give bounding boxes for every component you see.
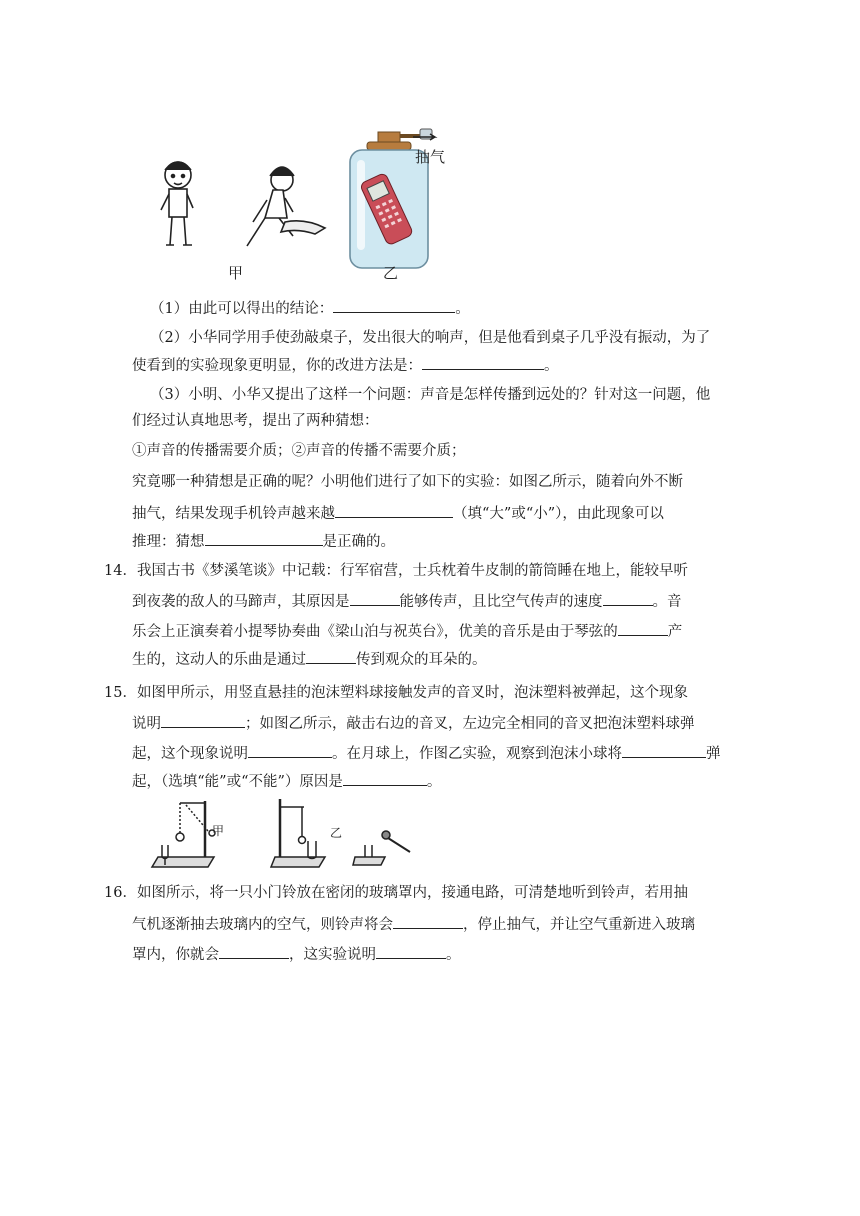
answer-blank[interactable]: [306, 648, 356, 664]
answer-blank[interactable]: [219, 943, 289, 959]
answer-blank[interactable]: [161, 712, 245, 728]
q14-text: 乐会上正演奏着小提琴协奏曲《梁山泊与祝英台》，优美的音乐是由于琴弦的: [132, 624, 618, 640]
q16-line2: [132, 913, 722, 935]
answer-blank[interactable]: [376, 943, 446, 959]
q15-text: 说明: [132, 716, 161, 732]
q14-line2: [132, 590, 722, 612]
answer-blank[interactable]: [622, 742, 706, 758]
q15-text: 弹: [706, 746, 721, 762]
answer-blank[interactable]: [618, 620, 668, 636]
q14-text: 到夜袭的敌人的马蹄声，其原因是: [132, 594, 350, 610]
q14-text: 生的，这动人的乐曲是通过: [132, 652, 306, 668]
q13-part1: [150, 297, 740, 319]
q14-line4: [132, 648, 722, 670]
child-speaking-illustration: [161, 162, 193, 245]
answer-blank[interactable]: [335, 502, 453, 518]
q13-part4-line2: [132, 502, 722, 524]
fig-label-a: 甲: [212, 824, 225, 838]
q14-line1: 14．我国古书《梦溪笔谈》中记载：行军宿营，士兵枕着牛皮制的箭筒睡在地上，能较早听: [104, 563, 688, 579]
figure-label-b: 乙: [383, 264, 399, 282]
q15-line1: 15．如图甲所示，用竖直悬挂的泡沫塑料球接触发声的音叉时，泡沫塑料被弹起，这个现象: [104, 685, 688, 701]
q13-guesses: ①声音的传播需要介质；②声音的传播不需要介质；: [132, 443, 466, 459]
q15-text: ；如图乙所示，敲击右边的音叉，左边完全相同的音叉把泡沫塑料球弹: [245, 716, 695, 732]
q13-part4-text4: 是正确的。: [322, 534, 395, 550]
answer-blank[interactable]: [248, 742, 332, 758]
q15-text: 。在月球上，作图乙实验，观察到泡沫小球将: [332, 746, 622, 762]
q16-text: 罩内，你就会: [132, 947, 219, 963]
q13-part2-end: 。: [544, 358, 559, 374]
answer-blank[interactable]: [205, 530, 323, 546]
figure-sound-experiment: [145, 120, 475, 295]
q13-part4-line1: 究竟哪一种猜想是正确的呢？小明他们进行了如下的实验：如图乙所示，随着向外不断: [132, 474, 683, 490]
figure-label-a: 甲: [228, 264, 244, 282]
q13-part2-line2: [132, 354, 722, 376]
answer-blank[interactable]: [333, 297, 455, 313]
q16-line3: [132, 943, 722, 965]
q16-text: 气机逐渐抽去玻璃内的空气，则铃声将会: [132, 917, 393, 933]
q13-part4-text: 抽气，结果发现手机铃声越来越: [132, 506, 335, 522]
q13-part3-line1: （3）小明、小华又提出了这样一个问题：声音是怎样传播到远处的？针对这一问题，他: [150, 387, 711, 403]
q13-part4-text2: （填“大”或“小”），由此现象可以: [453, 506, 664, 522]
answer-blank[interactable]: [603, 590, 653, 606]
tuning-fork-setup-a: [152, 801, 215, 867]
figure-tuning-forks: [150, 795, 430, 875]
q15-text: 。: [426, 774, 442, 790]
q13-part4-line3: [132, 530, 722, 552]
answer-blank[interactable]: [393, 913, 463, 929]
q13-part3-line2: 们经过认真地思考，提出了两种猜想：: [132, 413, 379, 429]
child-tapping-illustration: [247, 167, 325, 246]
q16-line1: 16．如图所示，将一只小门铃放在密闭的玻璃罩内，接通电路，可清楚地听到铃声，若用抽: [104, 885, 688, 901]
fig-label-b: 乙: [330, 826, 343, 840]
q16-text: ，这实验说明: [289, 947, 376, 963]
q16-text: 。: [446, 947, 461, 963]
q14-line3: [132, 620, 722, 642]
q15-line2: [132, 712, 722, 734]
q14-text: 产: [667, 624, 683, 640]
answer-blank[interactable]: [350, 590, 400, 606]
q15-text: 起，（选填“能”或“不能”）原因是: [132, 774, 343, 790]
q13-part4-text3: 推理：猜想: [132, 534, 205, 550]
q13-part2-text: 使看到的实验现象更明显，你的改进方法是：: [132, 358, 422, 374]
q15-line3: [132, 742, 722, 764]
pump-label: 抽气: [415, 148, 446, 166]
q16-text: ，停止抽气，并让空气重新进入玻璃: [463, 917, 695, 933]
answer-blank[interactable]: [343, 770, 427, 786]
q13-part1-end: 。: [455, 301, 470, 317]
q15-line4: [132, 770, 722, 792]
q14-text: 传到观众的耳朵的。: [356, 652, 487, 668]
q15-text: 起，这个现象说明: [132, 746, 248, 762]
q13-part1-text: （1）由此可以得出的结论：: [150, 301, 334, 317]
answer-blank[interactable]: [422, 354, 544, 370]
q13-part2-line1: （2）小华同学用手使劲敲桌子，发出很大的响声，但是他看到桌子几乎没有振动，为了: [150, 330, 711, 346]
q14-text: 。音: [652, 594, 682, 610]
q14-text: 能够传声，且比空气传声的速度: [399, 594, 603, 610]
